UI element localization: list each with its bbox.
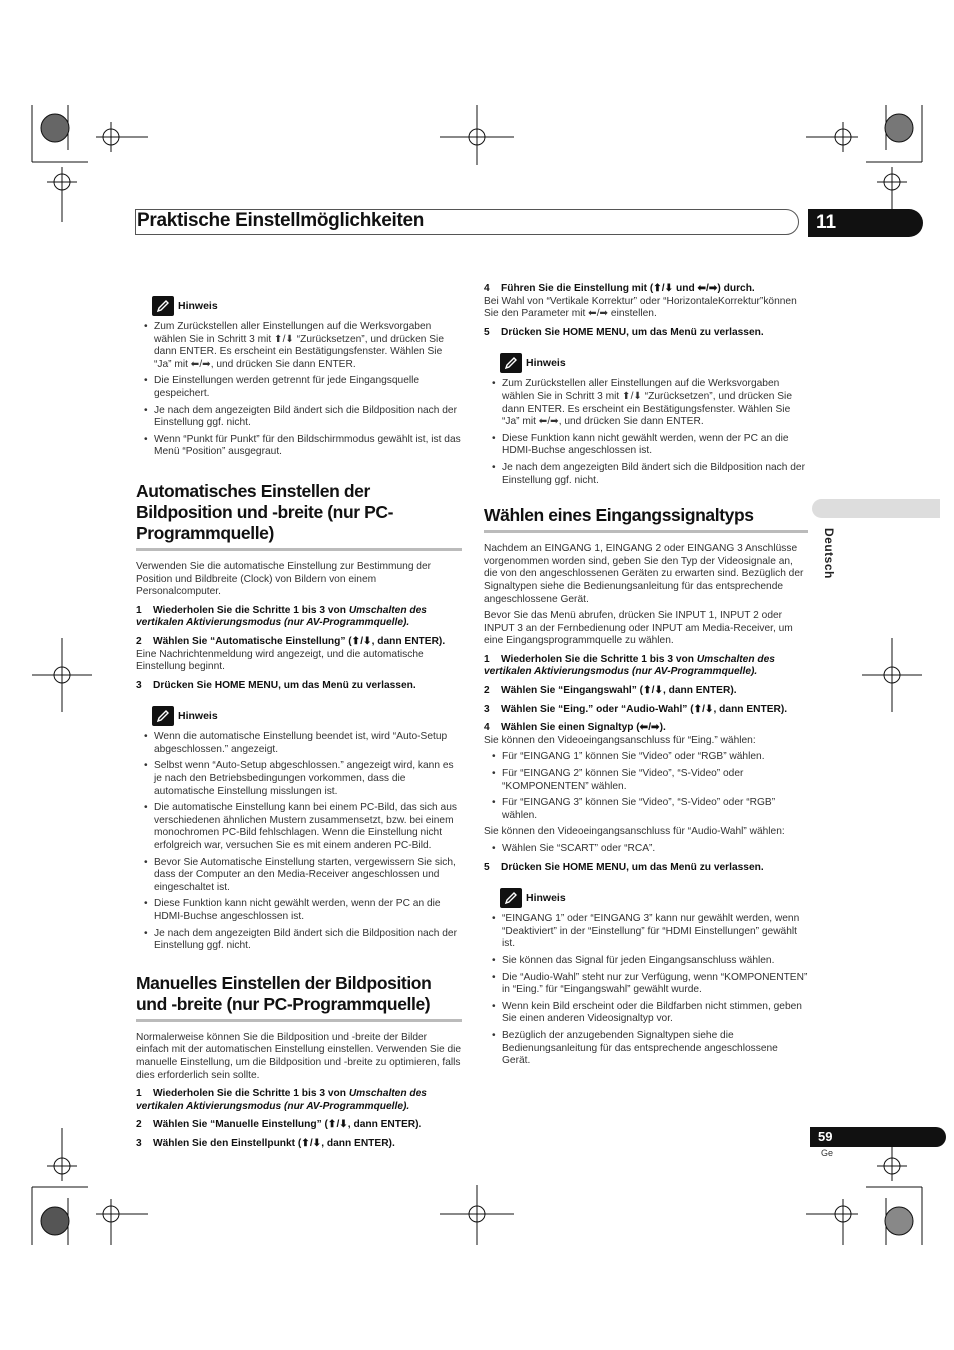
language-code: Ge: [821, 1148, 834, 1158]
section-heading: Manuelles Einstellen der Bildposition und -breite (nur PC-Programmquelle): [136, 972, 432, 1014]
list-item: • Wenn “Punkt für Punkt” für den Bildschirmmodus gewählt ist, ist das Menü “Position” ausgegraut.: [154, 434, 462, 459]
section-manual: [136, 973, 462, 1151]
list-item: • Bezüglich der anzugebenden Signaltypen siehe die Bedienungsanleitung für das entsprechende angeschlossene Gerät.: [502, 1030, 808, 1068]
language-label: Deutsch: [822, 528, 836, 579]
list-item: • Für “EINGANG 2” können Sie “Video”, “S-Video” oder “KOMPONENTEN” wählen.: [502, 768, 808, 793]
note-label: Hinweis: [526, 891, 566, 904]
list-item: • Zum Zurückstellen aller Einstellungen auf die Werksvorgaben wählen Sie in Schritt 3 mit ⬆/⬇ “Zurücksetzen”, und drücken Sie dann ENTER. Es erscheint ein Bestätigungsfenster. Wählen Sie “Ja” mit ⬅/➡, und drücken Sie dann ENTER.: [154, 321, 462, 371]
list-item: • Die Einstellungen werden getrennt für jede Eingangsquelle gespeichert.: [154, 375, 462, 400]
section-heading: Automatisches Einstellen der Bildposition und -breite (nur PC-Programmquelle): [136, 480, 394, 543]
pencil-icon: [152, 706, 174, 726]
step-2: 2 Wählen Sie “Eingangswahl” (⬆/⬇, dann ENTER).: [484, 685, 737, 697]
step-5: 5 Drücken Sie HOME MENU, um das Menü zu verlassen.: [484, 326, 764, 338]
paragraph: Normalerweise können Sie die Bildposition und -breite der Bilder einfach mit der automatischen Einstellung einstellen. Verwenden Sie die manuelle Einstellung, um die Bildposition und -breite zu optimieren, falls dies erforderlich sein sollte.: [136, 1031, 462, 1081]
pencil-icon: [500, 353, 522, 373]
page-number: 59: [810, 1127, 946, 1147]
step-2: 2 Wählen Sie “Manuelle Einstellung” (⬆/⬇, dann ENTER).: [136, 1119, 422, 1131]
step-1: 1 Wiederholen Sie die Schritte 1 bis 3 von Umschalten des vertikalen Aktivierungsmodus (nur AV-Programmquelle).: [136, 604, 427, 629]
right-column: [484, 283, 808, 1072]
step-5: 5 Drücken Sie HOME MENU, um das Menü zu verlassen.: [484, 861, 764, 873]
heading-rule: [136, 1019, 462, 1022]
note-block: [484, 353, 808, 487]
page-title: Praktische Einstellmöglichkeiten: [137, 210, 425, 231]
list-item: • Je nach dem angezeigten Bild ändert sich die Bildposition nach der Einstellung ggf. nicht.: [154, 405, 462, 430]
list-item: • Wählen Sie “SCART” oder “RCA”.: [502, 843, 808, 856]
list-item: • Die automatische Einstellung kann bei einem PC-Bild, das sich aus verschiedenen ähnlichen Mustern zusammensetzt, bzw. bei einem monochromen PC-Bild fehlschlagen. Wenn die Einstellung nicht erfolgreich war, versuchen Sie es mit einem anderen PC-Bild.: [154, 802, 462, 852]
list-item: • Je nach dem angezeigten Bild ändert sich die Bildposition nach der Einstellung ggf. nicht.: [502, 462, 808, 487]
step-4: 4 Wählen Sie einen Signaltyp (⬅/➡).: [484, 722, 666, 734]
step-2: 2 Wählen Sie “Automatische Einstellung” (⬆/⬇, dann ENTER).: [136, 635, 446, 647]
list-item: • Zum Zurückstellen aller Einstellungen auf die Werksvorgaben wählen Sie in Schritt 3 mit ⬆/⬇ “Zurücksetzen”, und drücken Sie dann ENTER. Es erscheint ein Bestätigungsfenster. Wählen Sie “Ja” mit ⬅/➡, und drücken Sie dann ENTER.: [502, 378, 808, 428]
section-auto: [136, 481, 462, 953]
section-signal-type: [484, 505, 808, 1068]
list-item: • Für “EINGANG 1” können Sie “Video” oder “RGB” wählen.: [502, 751, 808, 764]
step-1: 1 Wiederholen Sie die Schritte 1 bis 3 von Umschalten des vertikalen Aktivierungsmodus (nur AV-Programmquelle).: [484, 653, 775, 678]
list-item: • Wenn die automatische Einstellung beendet ist, wird “Auto-Setup abgeschlossen.” angezeigt.: [154, 731, 462, 756]
paragraph: Eine Nachrichtenmeldung wird angezeigt, und die automatische Einstellung beginnt.: [136, 648, 424, 673]
language-tab: [812, 499, 940, 518]
pencil-icon: [500, 888, 522, 908]
list-item: • Wenn kein Bild erscheint oder die Bildfarben nicht stimmen, geben Sie einen anderen Videosignaltyp vor.: [502, 1001, 808, 1026]
list-item: • Sie können das Signal für jeden Eingangsanschluss wählen.: [502, 955, 808, 968]
left-column: [136, 288, 462, 1153]
list-item: • Diese Funktion kann nicht gewählt werden, wenn der PC an die HDMI-Buchse angeschlossen ist.: [502, 433, 808, 458]
heading-rule: [484, 530, 808, 533]
paragraph: Nachdem an EINGANG 1, EINGANG 2 oder EINGANG 3 Anschlüsse vorgenommen worden sind, geben Sie den Typ der Videosignale an, die von den angeschlossenen Geräten zu erwarten sind. Bezüglich der Signaltypen siehe die Bedienungsanleitung für das entsprechende angeschlossene Gerät.: [484, 543, 804, 605]
step-4: 4 Führen Sie die Einstellung mit (⬆/⬇ und ⬅/➡) durch.: [484, 283, 755, 294]
note-label: Hinweis: [526, 357, 566, 370]
step-3: 3 Wählen Sie “Eing.” oder “Audio-Wahl” (⬆/⬇, dann ENTER).: [484, 703, 788, 715]
list-item: • “EINGANG 1” oder “EINGANG 3” kann nur gewählt werden, wenn “Deaktiviert” in der “Einstellung” für “HDMI Einstellungen” gewählt ist.: [502, 913, 808, 951]
step-3: 3 Drücken Sie HOME MENU, um das Menü zu verlassen.: [136, 679, 416, 691]
chapter-badge: 11: [808, 209, 923, 237]
note-block: [484, 888, 808, 1068]
heading-rule: [136, 548, 462, 551]
note-block: [136, 296, 462, 459]
list-item: • Die “Audio-Wahl” steht nur zur Verfügung, wenn “KOMPONENTEN” in “Eing.” für “Eingangswahl” gewählt wurde.: [502, 972, 808, 997]
list-item: • Für “EINGANG 3” können Sie “Video”, “S-Video” oder “RGB” wählen.: [502, 797, 808, 822]
paragraph: Verwenden Sie die automatische Einstellung zur Bestimmung der Position und Bildbreite (Clock) von Bildern von einem Personalcomputer.: [136, 560, 432, 598]
paragraph: Bei Wahl von “Vertikale Korrektur” oder “HorizontaleKorrektur”können Sie den Parameter mit ⬅/➡ einstellen.: [484, 295, 797, 320]
pencil-icon: [152, 296, 174, 316]
list-item: • Selbst wenn “Auto-Setup abgeschlossen.” angezeigt wird, kann es je nach den Betriebsbedingungen vorkommen, dass die automatische Einstellung misslungen ist.: [154, 760, 462, 798]
note-block: [136, 706, 462, 953]
step-1: 1 Wiederholen Sie die Schritte 1 bis 3 von Umschalten des vertikalen Aktivierungsmodus (nur AV-Programmquelle).: [136, 1088, 427, 1112]
list-item: • Bevor Sie Automatische Einstellung starten, vergewissern Sie sich, dass der Computer an den Media-Receiver angeschlossen und eingeschaltet ist.: [154, 857, 462, 895]
step-3: 3 Wählen Sie den Einstellpunkt (⬆/⬇, dann ENTER).: [136, 1137, 395, 1149]
note-label: Hinweis: [178, 299, 218, 312]
list-item: • Diese Funktion kann nicht gewählt werden, wenn der PC an die HDMI-Buchse angeschlossen ist.: [154, 898, 462, 923]
list-item: • Je nach dem angezeigten Bild ändert sich die Bildposition nach der Einstellung ggf. nicht.: [154, 928, 462, 953]
paragraph: Sie können den Videoeingangsanschluss für “Eing.” wählen:: [484, 734, 756, 746]
note-label: Hinweis: [178, 709, 218, 722]
paragraph: Sie können den Videoeingangsanschluss für “Audio-Wahl” wählen:: [484, 826, 785, 838]
paragraph: Bevor Sie das Menü abrufen, drücken Sie INPUT 1, INPUT 2 oder INPUT 3 an der Fernbedienung oder INPUT am Media-Receiver, um eine Eingangsprogrammquelle zu wählen.: [484, 610, 793, 647]
section-heading: Wählen eines Eingangssignaltyps: [484, 505, 754, 526]
